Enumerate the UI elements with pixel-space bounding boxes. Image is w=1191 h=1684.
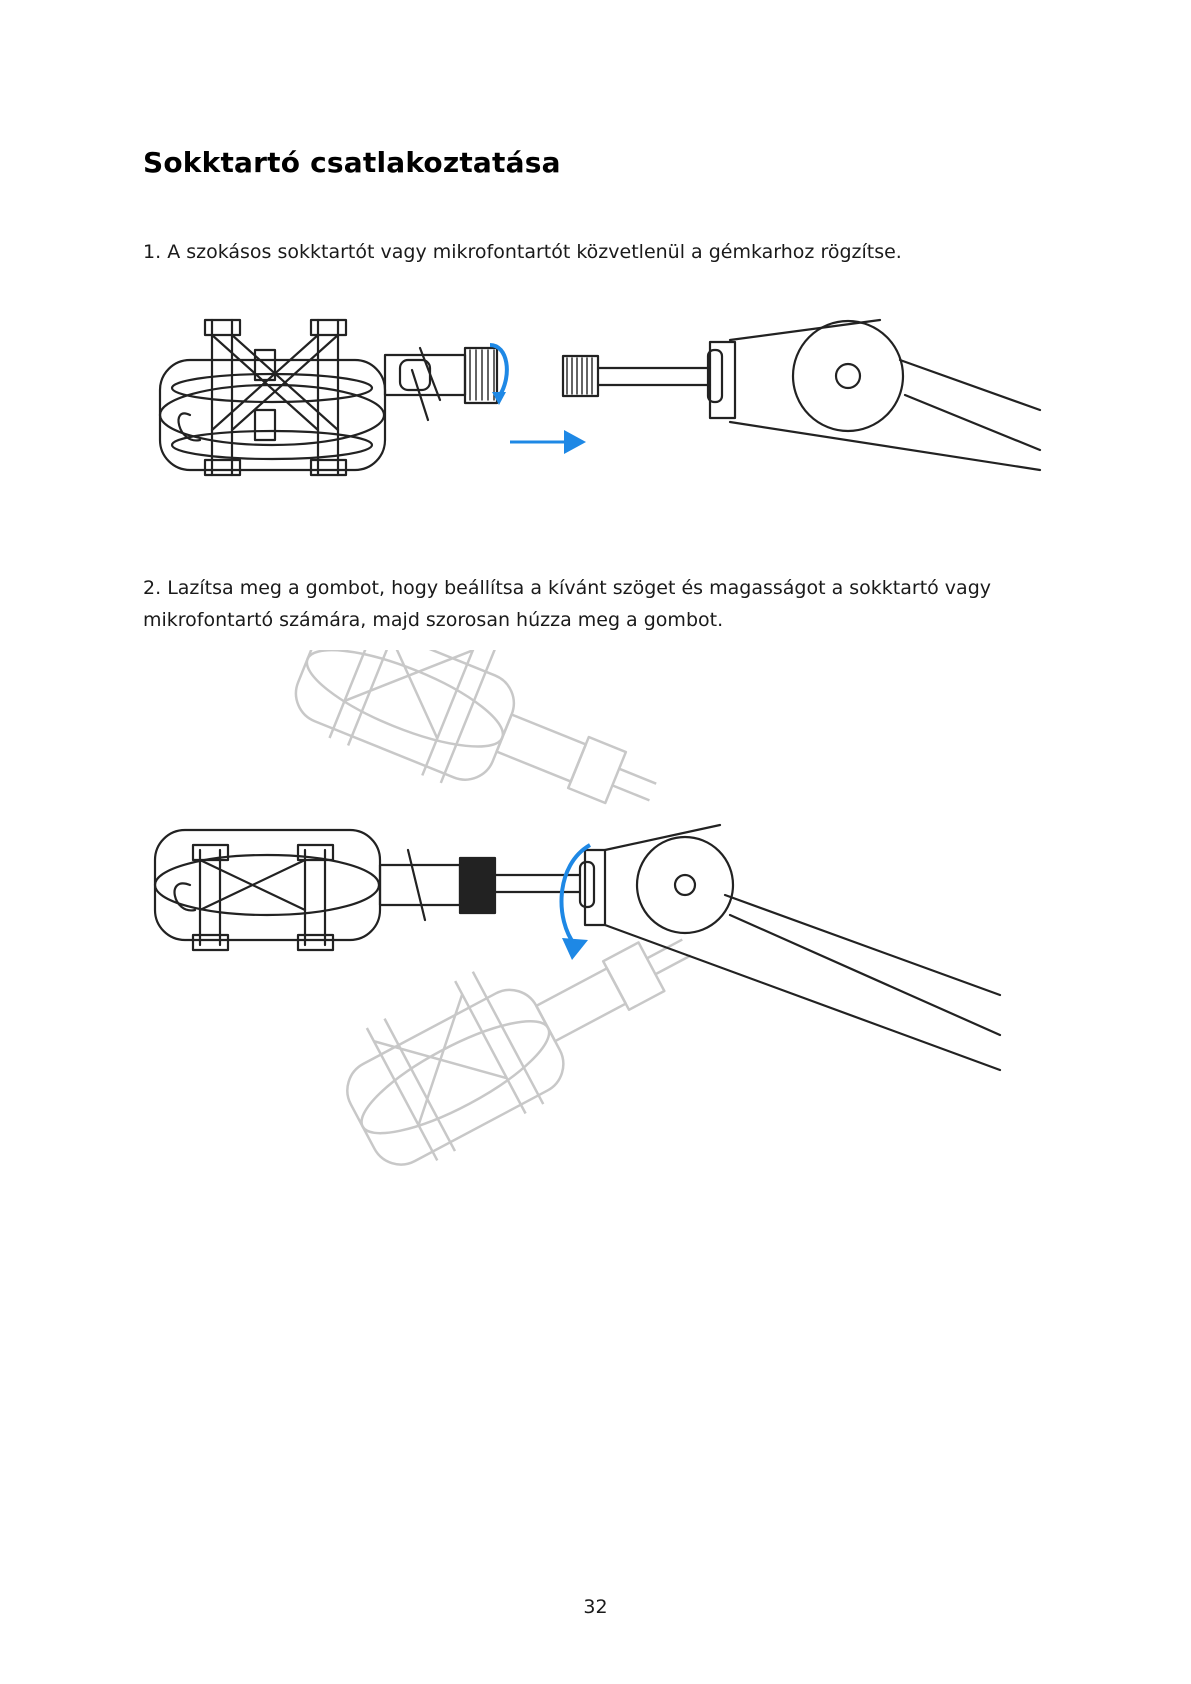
step-2-text bbox=[143, 572, 1043, 636]
step-2-number: 2. bbox=[143, 577, 162, 599]
rotation-arrowhead-icon bbox=[562, 938, 588, 960]
page-title: Sokktartó csatlakoztatása bbox=[143, 146, 561, 179]
step-2-body: Lazítsa meg a gombot, hogy beállítsa a kívánt szöget és magasságot a sokktartó vagy mikrofontartó számára, majd szorosan húzza meg a gombot. bbox=[143, 577, 991, 631]
shock-mount-illustration bbox=[160, 320, 385, 475]
page-number: 32 bbox=[583, 1596, 608, 1618]
direction-arrow-icon bbox=[510, 430, 586, 454]
boom-arm-illustration bbox=[563, 320, 1040, 470]
ghost-mount-upper bbox=[283, 650, 682, 858]
step-1-number: 1. bbox=[143, 241, 162, 263]
figure-attach-shock-mount bbox=[0, 300, 1191, 530]
step-1-text bbox=[143, 236, 1043, 268]
rotation-arrow-icon bbox=[490, 345, 507, 395]
mount-connector bbox=[385, 348, 497, 420]
step-1-body: A szokásos sokktartót vagy mikrofontartót közvetlenül a gémkarhoz rögzítse. bbox=[167, 241, 902, 263]
figure-adjust-angle bbox=[0, 650, 1191, 1210]
ghost-mount-lower bbox=[323, 878, 720, 1184]
